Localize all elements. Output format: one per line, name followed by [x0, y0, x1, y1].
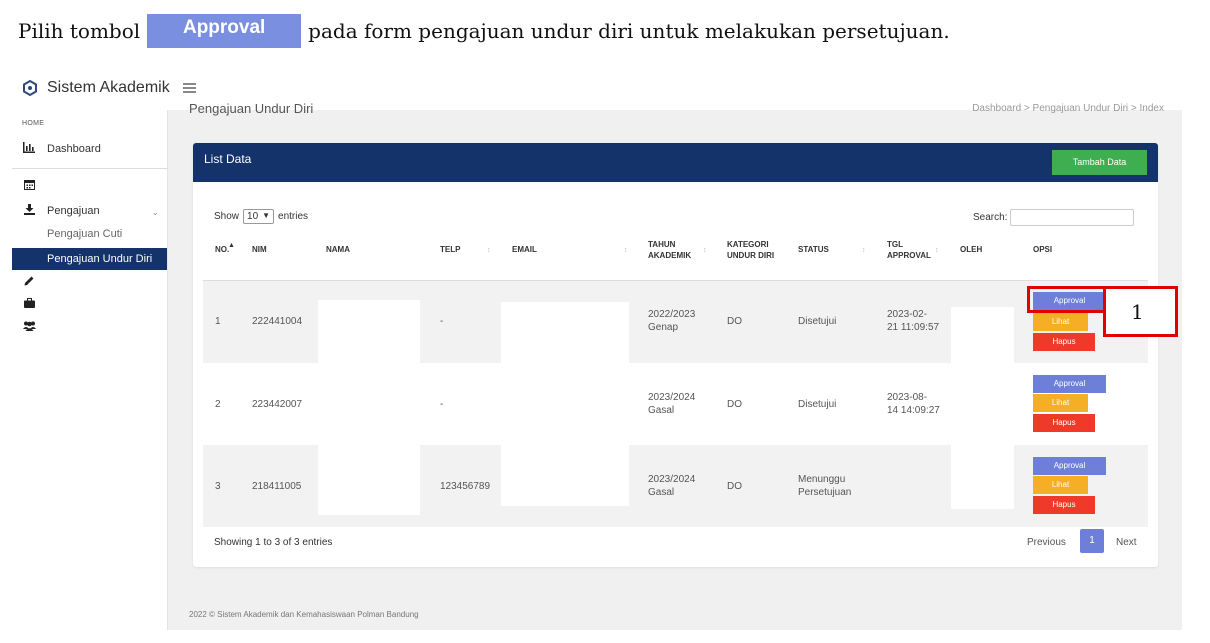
pagination-info: Showing 1 to 3 of 3 entries [214, 537, 333, 548]
col-header-telp[interactable]: TELP [440, 245, 461, 254]
briefcase-icon [22, 297, 36, 311]
cell-no: 1 [215, 316, 221, 327]
table-row [203, 445, 1148, 527]
cell-status-line1: Menunggu [798, 474, 846, 485]
col-header-no[interactable]: NO. [215, 245, 230, 254]
callout-highlight-box [1027, 286, 1106, 313]
show-entries-control [214, 209, 308, 224]
col-header-status[interactable]: STATUS [798, 245, 829, 254]
download-icon [22, 204, 36, 218]
col-header-tgl-line2: APPROVAL [887, 251, 931, 260]
sidebar [12, 110, 168, 630]
calendar-icon [22, 179, 36, 193]
hapus-button[interactable]: Hapus [1033, 333, 1095, 351]
sort-icon: ↕ [935, 247, 939, 254]
col-header-tgl-approval[interactable] [887, 239, 931, 261]
app-brand [22, 76, 196, 100]
card-title: List Data [204, 152, 252, 166]
main-content [168, 101, 1182, 630]
hapus-button[interactable]: Hapus [1033, 414, 1095, 432]
cell-status [798, 473, 851, 499]
hapus-button[interactable]: Hapus [1033, 496, 1095, 514]
sort-icon: ↕ [624, 247, 628, 254]
cell-tgl-line1: 2023-08- [887, 392, 928, 403]
cell-tahun [648, 473, 695, 499]
cell-no: 3 [215, 481, 221, 492]
cell-tahun-line2: Gasal [648, 487, 675, 498]
sidebar-item-pengajuan[interactable] [22, 201, 100, 221]
table-row [203, 281, 1148, 363]
add-data-button[interactable]: Tambah Data [1052, 150, 1147, 175]
cell-tahun-line1: 2022/2023 [648, 309, 696, 320]
sidebar-item-users[interactable] [22, 317, 47, 337]
cell-telp: 123456789 [440, 481, 491, 492]
cell-tahun-line1: 2023/2024 [648, 392, 696, 403]
card-header [193, 143, 1158, 182]
cell-status-line1: Disetujui [798, 316, 837, 327]
sidebar-divider [12, 168, 168, 169]
menu-toggle-icon[interactable] [183, 83, 196, 93]
entries-select[interactable] [243, 209, 274, 224]
col-header-tgl-line1: TGL [887, 240, 903, 249]
col-header-email[interactable]: EMAIL [512, 245, 537, 254]
cell-kategori: DO [727, 399, 742, 410]
col-header-tahun-line1: TAHUN [648, 240, 676, 249]
col-header-kategori-line2: UNDUR DIRI [727, 251, 775, 260]
sidebar-item-briefcase[interactable] [22, 294, 47, 314]
redacted-oleh [951, 307, 1014, 363]
sort-icon: ↕ [703, 247, 707, 254]
approval-button[interactable]: Approval [1033, 292, 1106, 310]
cell-kategori: DO [727, 316, 742, 327]
cell-nim: 222441004 [252, 316, 303, 327]
sidebar-item-edit[interactable] [22, 272, 47, 292]
instruction-text [18, 14, 950, 48]
table-row [203, 363, 1148, 445]
chevron-down-icon: ⌄ [152, 208, 159, 217]
col-header-opsi: OPSI [1033, 245, 1053, 254]
col-header-nim[interactable]: NIM [252, 245, 267, 254]
cell-tahun-line1: 2023/2024 [648, 474, 696, 485]
breadcrumb: Dashboard > Pengajuan Undur Diri > Index [972, 103, 1164, 114]
lihat-button[interactable]: Lihat [1033, 476, 1088, 494]
page-title: Pengajuan Undur Diri [189, 101, 314, 116]
instruction-approval-button-image: Approval [147, 14, 301, 48]
previous-page-link[interactable]: Previous [1027, 537, 1066, 548]
entries-label: entries [278, 211, 309, 222]
sidebar-item-label: Dashboard [47, 143, 101, 155]
search-label: Search: [973, 212, 1008, 223]
cell-tgl-line2: 14 14:09:27 [887, 405, 940, 416]
lihat-button[interactable]: Lihat [1033, 394, 1088, 412]
col-header-kategori[interactable] [727, 239, 774, 261]
redacted-email [501, 302, 629, 363]
search-control [973, 209, 1134, 226]
cell-tgl-approval [887, 391, 940, 417]
cell-tahun [648, 308, 695, 334]
sidebar-subitem-cuti[interactable]: Pengajuan Cuti [47, 228, 123, 240]
next-page-link[interactable]: Next [1116, 537, 1137, 548]
cell-tahun-line2: Genap [648, 322, 679, 333]
app-title: Sistem Akademik [47, 79, 170, 96]
col-header-oleh[interactable]: OLEH [960, 245, 983, 254]
col-header-tahun[interactable] [648, 239, 691, 261]
footer-copyright: 2022 © Sistem Akademik dan Kemahasiswaan Polman Bandung [189, 610, 419, 619]
cell-nim: 223442007 [252, 399, 303, 410]
sidebar-subitem-undur-diri[interactable]: Pengajuan Undur Diri [12, 248, 167, 270]
logo-icon [22, 80, 38, 96]
bar-chart-icon [22, 142, 36, 156]
approval-button[interactable]: Approval [1033, 375, 1106, 393]
cell-tgl-line2: 21 11:09:57 [887, 322, 940, 333]
cell-status-line2: Persetujuan [798, 487, 852, 498]
approval-button[interactable]: Approval [1033, 457, 1106, 475]
col-header-tahun-line2: AKADEMIK [648, 251, 692, 260]
cell-kategori: DO [727, 481, 742, 492]
cell-tahun [648, 391, 695, 417]
sidebar-item-calendar[interactable] [22, 176, 47, 196]
search-input[interactable] [1010, 209, 1134, 226]
cell-telp: - [440, 399, 444, 410]
sort-icon: ↕ [862, 247, 866, 254]
redacted-email [501, 445, 629, 506]
cell-no: 2 [215, 399, 221, 410]
entries-value: 10 [247, 211, 259, 222]
cell-status-line1: Disetujui [798, 399, 837, 410]
sort-icon: ↕ [487, 247, 491, 254]
cell-status [798, 398, 836, 411]
redacted-nama [318, 445, 420, 515]
cell-tahun-line2: Gasal [648, 405, 675, 416]
lihat-button[interactable]: Lihat [1033, 313, 1088, 331]
callout-number: 1 [1131, 300, 1144, 324]
show-label: Show [214, 211, 240, 222]
users-icon [22, 320, 36, 334]
instruction-prefix: Pilih tombol [18, 19, 141, 43]
cell-nim: 218411005 [252, 481, 302, 492]
cell-tgl-line1: 2023-02- [887, 309, 928, 320]
col-header-kategori-line1: KATEGORI [727, 240, 769, 249]
app-window [12, 101, 1182, 630]
chevron-down-icon: ▼ [262, 211, 271, 220]
page-1-button[interactable]: 1 [1080, 529, 1104, 553]
cell-tgl-approval [887, 308, 939, 334]
pencil-icon [22, 275, 36, 289]
sidebar-heading: HOME [22, 120, 45, 127]
instruction-suffix: pada form pengajuan undur diri untuk melakukan persetujuan. [308, 19, 950, 43]
col-header-nama[interactable]: NAMA [326, 245, 350, 254]
sidebar-item-label: Pengajuan [47, 205, 100, 217]
sort-asc-icon: ▲ [228, 242, 235, 249]
sidebar-item-dashboard[interactable] [22, 139, 101, 159]
list-data-card [193, 143, 1158, 567]
redacted-nama [318, 300, 420, 363]
cell-status [798, 315, 836, 328]
redacted-oleh [951, 445, 1014, 509]
cell-telp: - [440, 316, 444, 327]
